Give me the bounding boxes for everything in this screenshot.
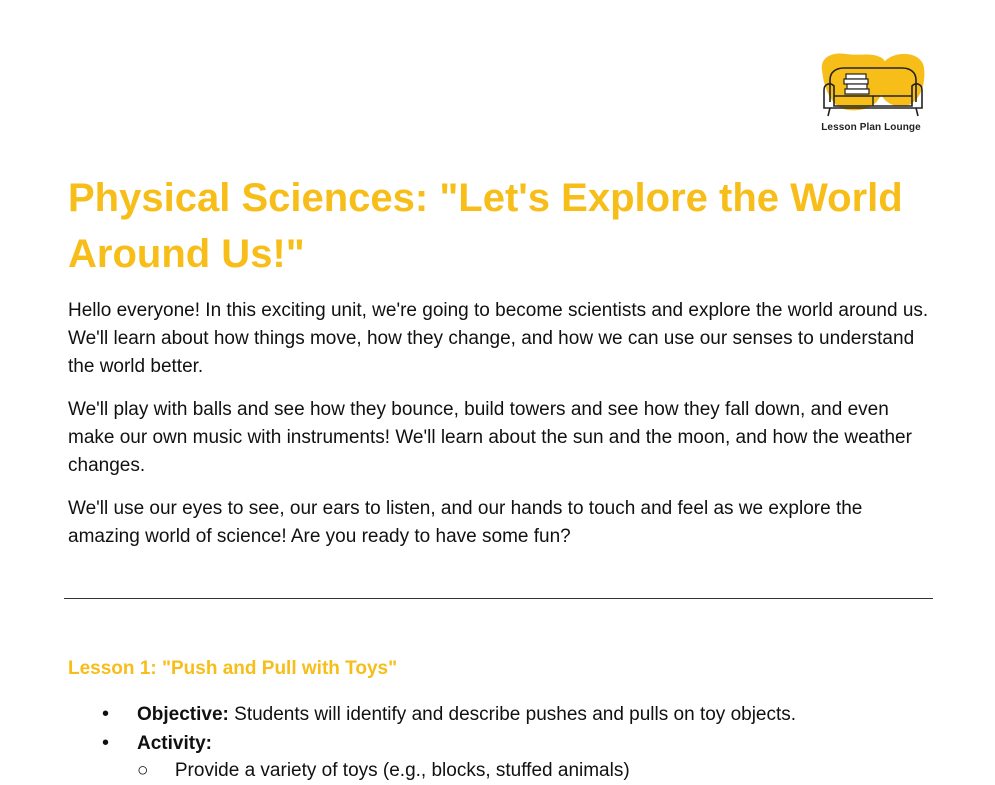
intro-paragraph-1: Hello everyone! In this exciting unit, we're going to become scientists and explore the world around us. We'll learn about how things move, how they change, and how we can use our senses to understand the world better. (68, 300, 929, 377)
activity-label: Activity: (137, 733, 212, 754)
lesson-1-bullet-list (68, 700, 936, 758)
intro-paragraph-2: We'll play with balls and see how they bounce, build towers and see how they fall down, and even make our own music with instruments! We'll learn about the sun and the moon, and how the weather changes. (68, 399, 912, 476)
section-divider (64, 598, 933, 599)
logo-text: Lesson Plan Lounge (821, 122, 921, 133)
intro-paragraph-3: We'll use our eyes to see, our ears to listen, and our hands to touch and feel as we explore the amazing world of science! Are you ready to have some fun? (68, 498, 863, 547)
bullet-icon: • (102, 732, 110, 754)
sub-bullet-text: Provide a variety of toys (e.g., blocks, stuffed animals) (174, 760, 630, 781)
lesson-1-heading: Lesson 1: "Push and Pull with Toys" (68, 658, 398, 679)
bullet-icon: • (102, 703, 110, 725)
page-title: Physical Sciences: "Let's Explore the World Around Us!" (68, 176, 903, 276)
sofa-with-books-icon (816, 50, 926, 122)
sub-bullet-icon: ○ (137, 760, 175, 781)
activity-sub-bullet (137, 757, 630, 785)
list-item (68, 700, 936, 729)
objective-label: Objective: (137, 704, 229, 725)
lesson-plan-lounge-logo (812, 48, 930, 138)
list-item (68, 729, 936, 758)
objective-text: Students will identify and describe pushes and pulls on toy objects. (228, 704, 797, 725)
